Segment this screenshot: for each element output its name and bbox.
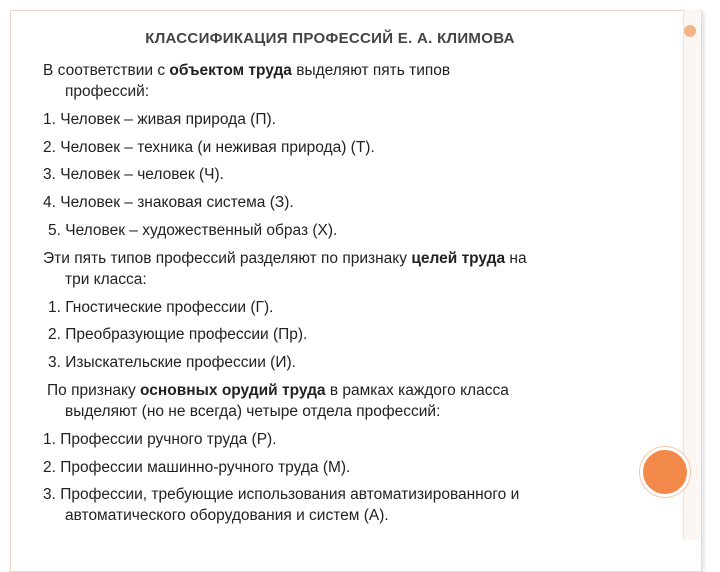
classes-intro-text-end: на bbox=[505, 249, 527, 267]
type-item: 1. Человек – живая природа (П). bbox=[43, 110, 276, 128]
departments-intro-continuation: выделяют (но не всегда) четыре отдела профессий: bbox=[65, 402, 441, 420]
type-item: 4. Человек – знаковая система (З). bbox=[43, 194, 294, 212]
departments-intro-line bbox=[43, 380, 623, 401]
departments-intro-bold-term: основных орудий труда bbox=[140, 381, 326, 399]
department-item: 1. Профессии ручного труда (Р). bbox=[43, 430, 277, 448]
slide-title: КЛАССИФИКАЦИЯ ПРОФЕССИЙ Е. А. КЛИМОВА bbox=[145, 30, 515, 47]
department-item: 3. Профессии, требующие использования автоматизированного и bbox=[43, 486, 520, 504]
class-item: 3. Изыскательские профессии (И). bbox=[48, 354, 296, 372]
intro-bold-term: объектом труда bbox=[169, 62, 292, 79]
intro-continuation: профессий: bbox=[65, 83, 150, 100]
department-item-continuation: автоматического оборудования и систем (А). bbox=[65, 507, 389, 525]
slide-body bbox=[43, 60, 623, 533]
intro-line bbox=[43, 60, 623, 81]
type-item: 5. Человек – художественный образ (Х). bbox=[48, 221, 338, 239]
departments-intro-text-end: в рамках каждого класса bbox=[325, 381, 509, 399]
department-item: 2. Профессии машинно-ручного труда (М). bbox=[43, 458, 351, 476]
intro-text: В соответствии с bbox=[43, 62, 170, 79]
departments-intro-text: По признаку bbox=[47, 381, 141, 399]
type-item: 2. Человек – техника (и неживая природа) (Т). bbox=[43, 138, 375, 156]
class-item: 1. Гностические профессии (Г). bbox=[48, 298, 274, 316]
type-item: 3. Человек – человек (Ч). bbox=[43, 166, 224, 184]
classes-intro-bold-term: целей труда bbox=[411, 249, 506, 267]
small-circle-decoration bbox=[684, 25, 696, 37]
classes-intro-text: Эти пять типов профессий разделяют по признаку bbox=[43, 249, 412, 267]
intro-text-end: выделяют пять типов bbox=[291, 62, 451, 79]
orange-circle-decoration bbox=[640, 447, 690, 497]
class-item: 2. Преобразующие профессии (Пр). bbox=[48, 326, 308, 344]
classes-intro-line bbox=[43, 248, 623, 269]
classes-intro-continuation: три класса: bbox=[65, 270, 147, 288]
